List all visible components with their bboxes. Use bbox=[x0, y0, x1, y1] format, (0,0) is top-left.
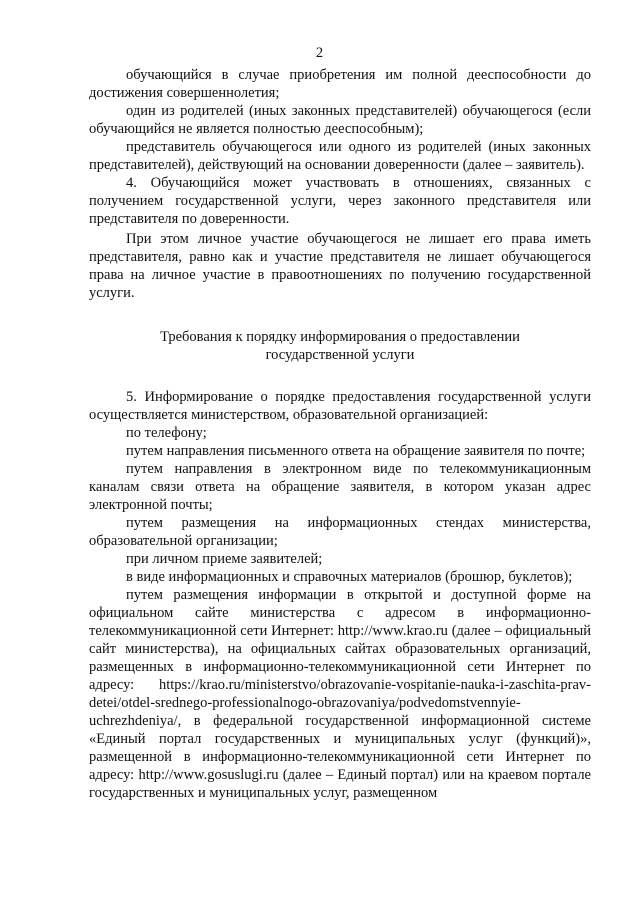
paragraph: при личном приеме заявителей; bbox=[126, 551, 323, 567]
section-heading-line: Требования к порядку информирования о предоставлении bbox=[160, 329, 520, 345]
paragraph: путем размещения на информационных стендах министерства, образовательной организации; bbox=[89, 515, 591, 549]
document-body bbox=[89, 66, 591, 802]
paragraph: При этом личное участие обучающегося не лишает его права иметь представителя, равно как и участие представителя не лишает обучающегося права на личное участие в правоотношениях по получению государственной услуги. bbox=[89, 231, 591, 301]
paragraph: путем направления письменного ответа на обращение заявителя по почте; bbox=[126, 443, 586, 459]
paragraph: 5. Информирование о порядке предоставления государственной услуги осуществляется министерством, образовательной организацией: bbox=[89, 389, 591, 423]
page-number: 2 bbox=[315, 45, 324, 61]
paragraph: 4. Обучающийся может участвовать в отношениях, связанных с получением государственной услуги, через законного представителя или представителя по доверенности. bbox=[89, 175, 591, 227]
paragraph: один из родителей (иных законных представителей) обучающегося (если обучающийся не является полностью дееспособным); bbox=[89, 103, 591, 137]
paragraph: представитель обучающегося или одного из родителей (иных законных представителей), действующий на основании доверенности (далее – заявитель). bbox=[89, 139, 591, 173]
section-heading-line: государственной услуги bbox=[265, 347, 415, 363]
paragraph: по телефону; bbox=[126, 425, 207, 441]
paragraph: обучающийся в случае приобретения им полной дееспособности до достижения совершеннолетия; bbox=[89, 67, 591, 101]
section-heading bbox=[89, 328, 591, 364]
paragraph: в виде информационных и справочных материалов (брошюр, буклетов); bbox=[126, 569, 573, 585]
paragraph: путем размещения информации в открытой и доступной форме на официальном сайте министерства с адресом в информационно-телекоммуникационной сети Интернет: http://www.krao.ru (далее – официальный сайт министерства), на официальных сайтах образовательных организаций, размещенных в информационно-телекоммуникационной сети Интернет по адресу: https://krao.ru/ministerstvo/obrazovanie-vospitanie-nauka-i-zaschita-prav-detei/otdel-srednego-professionalnogo-obrazovaniya/podvedomstvennyie-uchrezhdeniya/, в федеральной государственной информационной системе «Единый портал государственных и муниципальных услуг (функций)», размещенной в информационно-телекоммуникационной сети Интернет по адресу: http://www.gosuslugi.ru (далее – Единый портал) или на краевом портале государственных и муниципальных услуг, размещенном bbox=[89, 587, 591, 801]
paragraph: путем направления в электронном виде по телекоммуникационным каналам связи ответа на обращение заявителя, в котором указан адрес электронной почты; bbox=[89, 461, 591, 513]
